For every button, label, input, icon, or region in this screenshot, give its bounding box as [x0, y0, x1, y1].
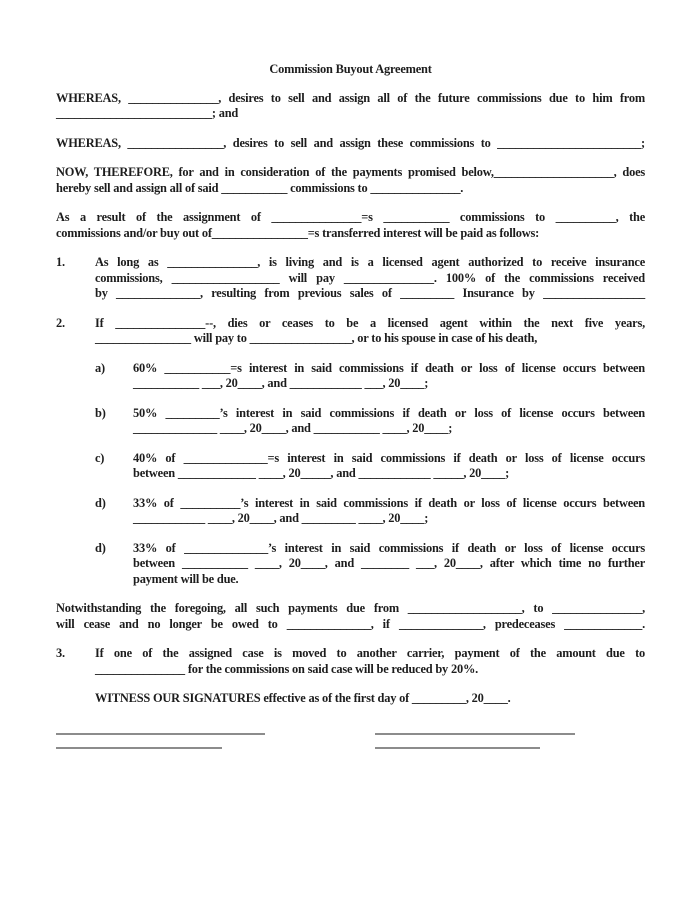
text-line: As a result of the assignment of _______________=s ___________ commissions to __________, the — [56, 210, 645, 224]
para-whereas-1 — [56, 91, 645, 122]
text-line: will cease and no longer be owed to ______________, if ______________, predeceases _____________. — [56, 616, 645, 631]
text-line: commissions, __________________ will pay _______________. 100% of the commissions received — [95, 270, 645, 285]
text-line: As long as _______________, is living and is a licensed agent authorized to receive insurance — [95, 255, 645, 269]
para-assignment-result — [56, 210, 645, 241]
item-body — [95, 316, 645, 347]
item-1 — [56, 255, 645, 302]
item-number: 1. — [56, 255, 65, 269]
text-line: WHEREAS, ________________, desires to sell and assign these commissions to ________________________; — [56, 135, 645, 150]
text-line: 33% of ______________’s interest in said commissions if death or loss of license occurs — [133, 540, 645, 555]
item-body — [133, 451, 645, 482]
item-body — [133, 361, 645, 392]
text-line: If one of the assigned case is moved to another carrier, payment of the amount due to — [95, 646, 645, 660]
document-content — [56, 62, 645, 755]
text-line: ___________ ___, 20____, and ____________ ___, 20____; — [133, 376, 429, 390]
subitem-letter: b) — [95, 405, 106, 420]
item-2 — [56, 316, 645, 347]
text-line: If _______________--, dies or ceases to be a licensed agent within the next five years, — [95, 315, 645, 330]
subitem-letter: d) — [95, 495, 106, 510]
subitem-c — [95, 451, 645, 482]
subitem-letter: c) — [95, 450, 105, 465]
subitem-d-2 — [95, 541, 645, 588]
text-line: ________________ will pay to _________________, or to his spouse in case of his death, — [95, 331, 538, 345]
item-body — [133, 406, 645, 437]
text-line: commissions and/or buy out of________________=s transferred interest will be paid as follows: — [56, 225, 540, 240]
text-line: ______________ ____, 20____, and ___________ ____, 20____; — [133, 421, 453, 435]
item-3 — [56, 646, 645, 677]
text-line: WITNESS OUR SIGNATURES effective as of the first day of _________, 20____. — [95, 691, 511, 705]
text-line: between ___________ ____, 20____, and ________ ___, 20____, after which time no further — [133, 556, 645, 570]
item-number: 2. — [56, 315, 65, 330]
text-line: 40% of ______________=s interest in said commissions if death or loss of license occurs — [133, 450, 645, 465]
text-line: __________________________; and — [56, 106, 239, 120]
text-line: 60% ___________=s interest in said commissions if death or loss of license occurs between — [133, 360, 645, 375]
text-line: ____________ ____, 20____, and _________ ____, 20____; — [133, 511, 429, 525]
para-now-therefore — [56, 165, 645, 196]
para-notwithstanding — [56, 601, 645, 632]
signature-line-right-1 — [375, 721, 575, 735]
subitem-letter: d) — [95, 540, 106, 555]
signature-column-right — [375, 721, 575, 749]
item-body — [133, 496, 645, 527]
text-line: by ______________, resulting from previous sales of _________ Insurance by _________________ — [95, 286, 645, 300]
subitem-b — [95, 406, 645, 437]
text-line: _______________ for the commissions on said case will be reduced by 20%. — [95, 661, 479, 676]
text-line: WHEREAS, _______________, desires to sell and assign all of the future commissions due to him from — [56, 90, 645, 105]
item-body — [133, 541, 645, 588]
text-line: 50% _________’s interest in said commissions if death or loss of license occurs between — [133, 405, 645, 420]
para-whereas-2 — [56, 136, 645, 152]
item-body — [95, 646, 645, 677]
text-line: payment will be due. — [133, 571, 239, 586]
signature-line-left-1 — [56, 721, 265, 735]
text-line: Notwithstanding the foregoing, all such payments due from ___________________, to _______________, — [56, 601, 645, 615]
subitem-a — [95, 361, 645, 392]
signature-line-right-2 — [375, 735, 540, 749]
signature-column-left — [56, 721, 265, 749]
para-witness-signatures — [95, 691, 645, 707]
signature-line-left-2 — [56, 735, 222, 749]
text-line: NOW, THEREFORE, for and in consideration of the payments promised below,____________________, does — [56, 165, 645, 179]
text-line: between _____________ ____, 20_____, and ____________ _____, 20____; — [133, 466, 510, 480]
signature-block — [56, 721, 645, 755]
item-number: 3. — [56, 646, 65, 660]
text-line: hereby sell and assign all of said ___________ commissions to _______________. — [56, 180, 464, 195]
text-line: 33% of __________’s interest in said commissions if death or loss of license occurs between — [133, 495, 645, 510]
document-title: Commission Buyout Agreement — [269, 62, 432, 76]
subitem-letter: a) — [95, 360, 105, 375]
subitem-d-1 — [95, 496, 645, 527]
item-body — [95, 255, 645, 302]
